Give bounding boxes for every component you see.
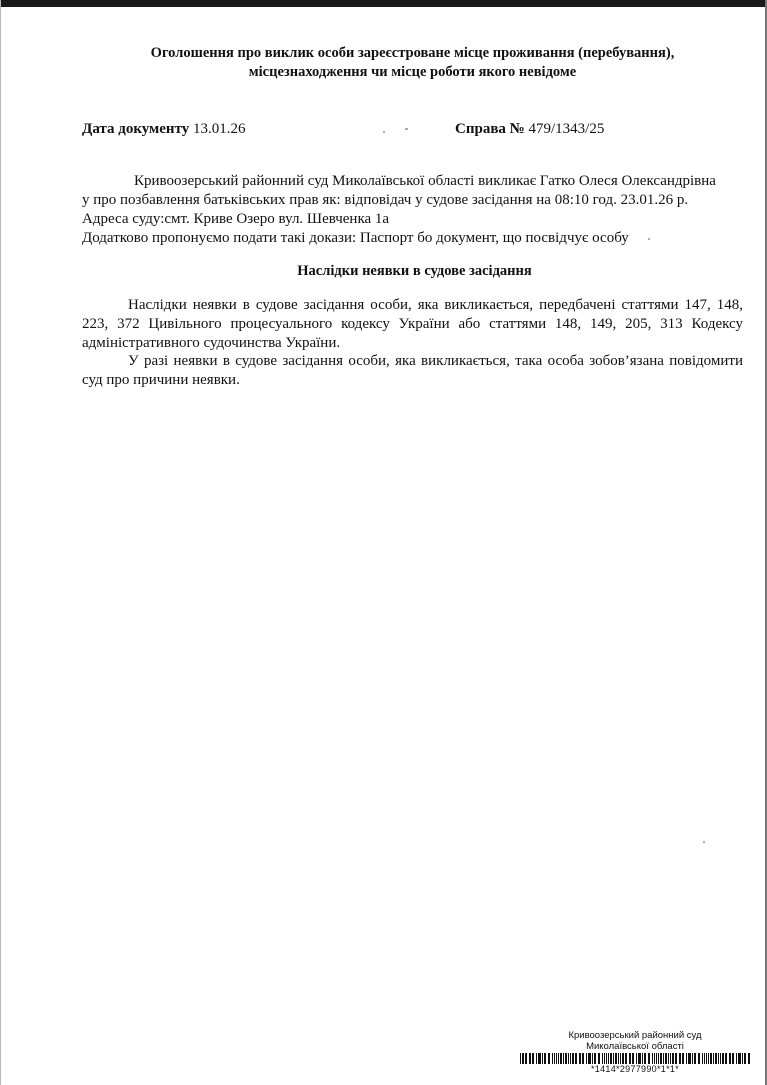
barcode-bar (744, 1053, 746, 1064)
barcode-bar (625, 1053, 627, 1064)
barcode-bar (742, 1053, 743, 1064)
barcode-bar (610, 1053, 612, 1064)
section-heading: Наслідки неявки в судове засідання (297, 263, 532, 279)
barcode-bar (720, 1053, 721, 1064)
barcode-bar (658, 1053, 659, 1064)
barcode-bar (592, 1053, 593, 1064)
barcode-bar (665, 1053, 667, 1064)
barcode-bar (715, 1053, 717, 1064)
court-barcode-stamp (520, 1030, 750, 1075)
barcode-bar (732, 1053, 734, 1064)
barcode-bar (613, 1053, 614, 1064)
barcode-bar (636, 1053, 637, 1064)
barcode-bar (572, 1053, 574, 1064)
barcode-bar (556, 1053, 557, 1064)
barcode-bar (656, 1053, 657, 1064)
barcode-bar (722, 1053, 724, 1064)
scan-edge-top (0, 0, 767, 7)
barcode-graphic (520, 1053, 750, 1064)
stamp-court-name: Кривоозерський районний суд (568, 1030, 702, 1041)
barcode-bar (575, 1053, 577, 1064)
barcode-bar (532, 1053, 534, 1064)
summons-body (82, 172, 747, 248)
document-date-value: 13.01.26 (193, 121, 246, 137)
barcode-bar (622, 1053, 624, 1064)
barcode-bar (536, 1053, 537, 1064)
document-title (110, 44, 715, 82)
barcode-bar (579, 1053, 581, 1064)
barcode-bar (729, 1053, 731, 1064)
document-date (82, 120, 246, 138)
barcode-bar (654, 1053, 655, 1064)
barcode-bar (688, 1053, 691, 1064)
barcode-bar (598, 1053, 600, 1064)
document-title-line-1: Оголошення про виклик особи зареєстроване місце проживання (перебування), (150, 45, 675, 61)
barcode-bar (704, 1053, 705, 1064)
barcode-bar (606, 1053, 607, 1064)
barcode-bar (582, 1053, 584, 1064)
barcode-bar (675, 1053, 677, 1064)
document-title-line-2: місцезнаходження чи місце роботи якого невідоме (248, 64, 577, 80)
barcode-bar (663, 1053, 664, 1064)
barcode-bar (525, 1053, 527, 1064)
barcode-bar (642, 1053, 643, 1064)
barcode-bar (694, 1053, 696, 1064)
summons-line-4: Додатково пропонуємо подати такі докази: Паспорт бо документ, що посвідчує особу (82, 230, 629, 246)
barcode-bar (686, 1053, 687, 1064)
barcode-bar (668, 1053, 669, 1064)
consequences-paragraph: Наслідки неявки в судове засідання особи, яка викликається, передбачені статтями 147, 148, 223, 372 Цивільного процесуального кодексу України або статтями 148, 149, 205, 313 Кодексу адміністративного судочинства України. (82, 297, 743, 351)
barcode-bar (529, 1053, 531, 1064)
barcode-bar (682, 1053, 684, 1064)
barcode-bar (554, 1053, 555, 1064)
barcode-bar (558, 1053, 559, 1064)
barcode-bar (706, 1053, 707, 1064)
barcode-bar (638, 1053, 641, 1064)
barcode-bar (538, 1053, 541, 1064)
summons-line-2: у про позбавлення батьківських прав як: відповідач у судове засідання на 08:10 год. 23.01.26 р. (82, 192, 689, 208)
barcode-code: *1414*2977990*1*1* (591, 1064, 679, 1074)
barcode-bar (560, 1053, 562, 1064)
barcode-bar (632, 1053, 634, 1064)
barcode-bar (718, 1053, 719, 1064)
barcode-bar (563, 1053, 564, 1064)
barcode-bar (552, 1053, 553, 1064)
barcode-bar (652, 1053, 653, 1064)
scan-edge-left (0, 0, 1, 1085)
barcode-bar (620, 1053, 621, 1064)
scan-speck (648, 238, 650, 240)
case-number-value: 479/1343/25 (528, 121, 605, 137)
barcode-bar (670, 1053, 671, 1064)
barcode-bar (748, 1053, 750, 1064)
notice-paragraph: У разі неявки в судове засідання особи, яка викликається, така особа зобов’язана повідомити суд про причини неявки. (82, 353, 743, 388)
summons-line-1: Кривоозерський районний суд Миколаївської області викликає Гатко Олеся Олександрівна (134, 173, 716, 189)
barcode-bar (565, 1053, 567, 1064)
barcode-bar (618, 1053, 619, 1064)
barcode-bar (738, 1053, 741, 1064)
document-date-label: Дата документу (82, 121, 190, 137)
barcode-bar (548, 1053, 550, 1064)
barcode-bar (692, 1053, 693, 1064)
barcode-bar (644, 1053, 646, 1064)
barcode-bar (522, 1053, 524, 1064)
case-number (455, 120, 604, 138)
barcode-bar (594, 1053, 596, 1064)
barcode-bar (520, 1053, 521, 1064)
summons-line-3: Адреса суду:смт. Криве Озеро вул. Шевченка 1а (82, 211, 390, 227)
barcode-bar (604, 1053, 605, 1064)
barcode-bar (698, 1053, 700, 1064)
barcode-bar (736, 1053, 737, 1064)
barcode-bar (713, 1053, 714, 1064)
barcode-bar (679, 1053, 681, 1064)
barcode-bar (725, 1053, 727, 1064)
barcode-bar (710, 1053, 712, 1064)
barcode-bar (648, 1053, 650, 1064)
barcode-bar (542, 1053, 543, 1064)
barcode-bar (544, 1053, 546, 1064)
barcode-bar (588, 1053, 591, 1064)
barcode-bar (568, 1053, 569, 1064)
barcode-bar (615, 1053, 617, 1064)
barcode-bar (570, 1053, 571, 1064)
barcode-bar (672, 1053, 674, 1064)
stamp-region: Миколаївської області (586, 1041, 684, 1052)
barcode-bar (586, 1053, 587, 1064)
barcode-bar (602, 1053, 603, 1064)
barcode-bar (629, 1053, 631, 1064)
scan-speck (703, 841, 705, 843)
scan-speck (383, 131, 385, 133)
barcode-bar (660, 1053, 662, 1064)
barcode-bar (608, 1053, 609, 1064)
barcode-bar (702, 1053, 703, 1064)
barcode-bar (708, 1053, 709, 1064)
case-number-label: Справа № (455, 121, 525, 137)
scan-speck (405, 128, 408, 130)
